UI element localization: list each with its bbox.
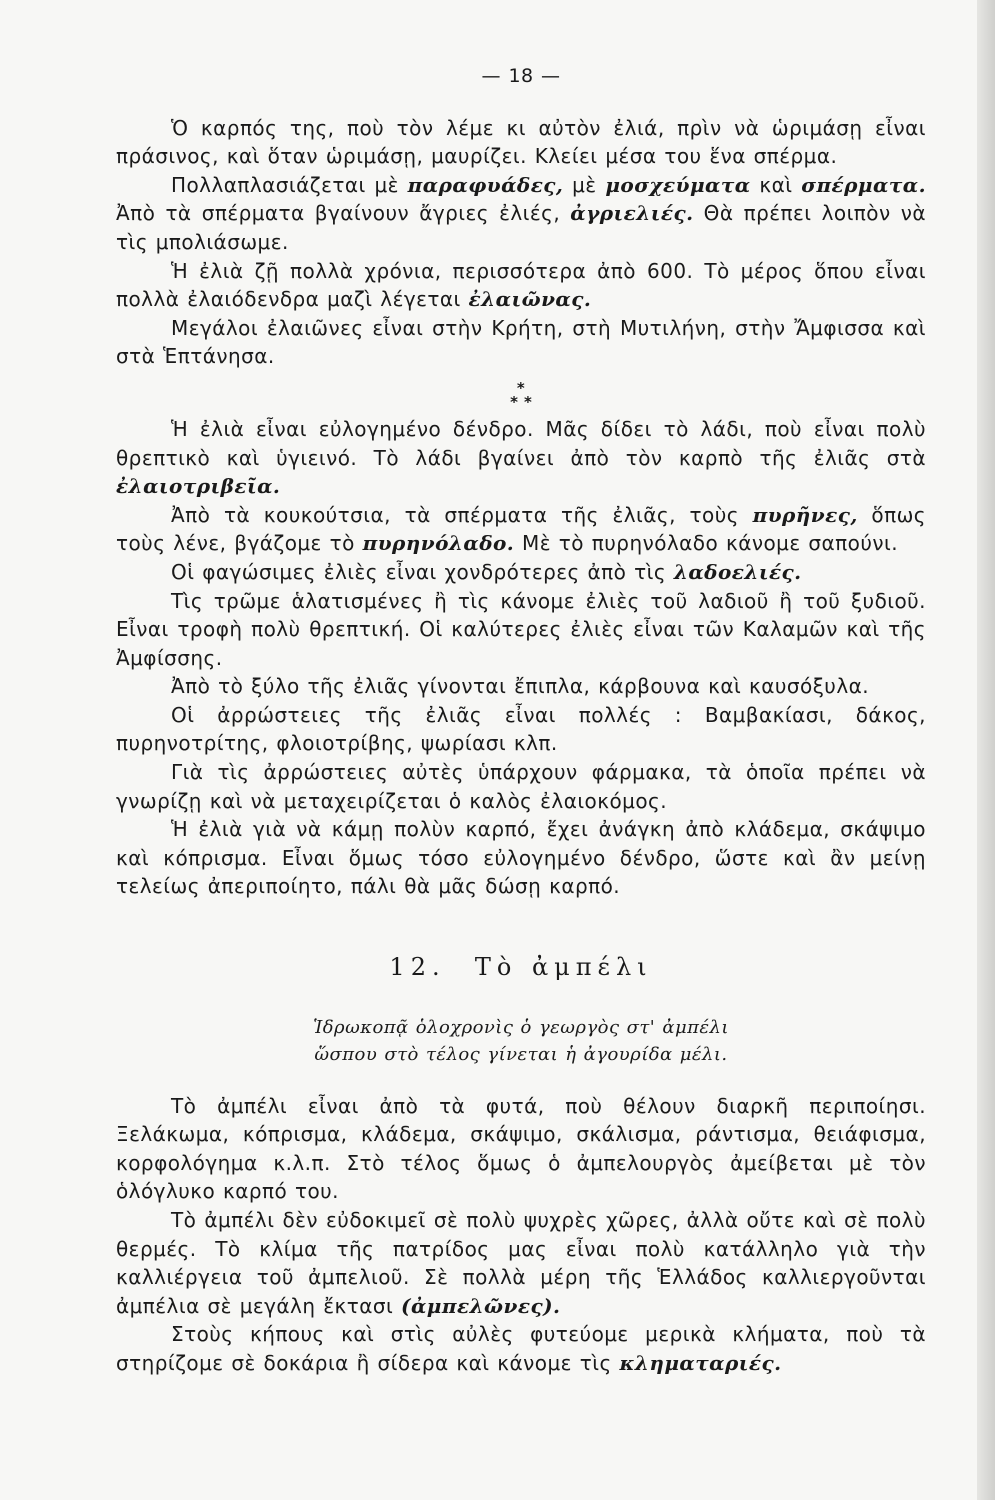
paragraph-care: Ἡ ἐλιὰ γιὰ νὰ κάμῃ πολὺν καρπό, ἔχει ἀνάγκη ἀπὸ κλάδεμα, σκάψιμο καὶ κόπρισμα. Εἶναι ὅμως τόσο εὐλογημένο δένδρο, ὥστε καὶ ἂν μείνῃ τελείως ἀπεριποίητο, πάλι θὰ μᾶς δώσῃ καρπό. [116,817,926,899]
keyword-ampelones: (ἀμπελῶνες). [401,1293,561,1318]
paragraph-eating: Τὶς τρῶμε ἁλατισμένες ἢ τὶς κάνομε ἐλιὲς τοῦ λαδιοῦ ἢ τοῦ ξυδιοῦ. Εἶναι τροφὴ πολὺ θρεπτική. Οἱ καλύτερες ἐλιὲς εἶναι τῶν Καλαμῶν καὶ τῆς Ἀμφίσσης. [116,588,926,670]
page-content [116,62,926,1378]
keyword-moscheumata: μοσχεύματα [605,172,751,197]
verse-line-1: Ἱδρωκοπᾷ ὁλοχρονὶς ὁ γεωργὸς στ' ἀμπέλι [313,1016,729,1038]
keyword-klimataries: κληματαριές. [619,1350,782,1375]
paragraph-olive-groves: Μεγάλοι ἐλαιῶνες εἶναι στὴν Κρήτη, στὴ Μυτιλήνη, στὴν Ἄμφισσα καὶ στὰ Ἑπτάνησα. [116,315,926,369]
paragraph-blessed-tree: Ἡ ἐλιὰ εἶναι εὐλογημένο δένδρο. Μᾶς δίδει τὸ λάδι, ποὺ εἶναι πολὺ θρεπτικὸ καὶ ὑγιεινό. Τὸ λάδι βγαίνει ἀπὸ τὸν καρπὸ τῆς ἐλιᾶς στὰ ἐλαιοτριβεῖα. [116,416,926,499]
paragraph-climate: Τὸ ἀμπέλι δὲν εὐδοκιμεῖ σὲ πολὺ ψυχρὲς χῶρες, ἀλλὰ οὔτε καὶ σὲ πολὺ θερμές. Τὸ κλίμα τῆς πατρίδος μας εἶναι πολὺ κατάλληλο γιὰ τὴν καλλιέργεια τοῦ ἀμπελιοῦ. Σὲ πολλὰ μέρη τῆς Ἑλλάδος καλλιεργοῦνται ἀμπέλια σὲ μεγάλη ἔκτασι (ἀμπελῶνες). [116,1208,926,1318]
epigraph-verse [116,1014,926,1068]
keyword-elaiotriveia: ἐλαιοτριβεῖα. [116,474,281,499]
paragraph-fruit: Ὁ καρπός της, ποὺ τὸν λέμε κι αὐτὸν ἐλιά, πρὶν νὰ ὡριμάσῃ εἶναι πράσινος, καὶ ὅταν ὡριμάσῃ, μαυρίζει. Κλείει μέσα του ἕνα σπέρμα. [116,115,926,169]
keyword-pyrenolado: πυρηνόλαδο. [362,531,515,556]
paragraph-table-olives: Οἱ φαγώσιμες ἐλιὲς εἶναι χονδρότερες ἀπὸ τὶς λαδοελιές. [171,559,802,584]
paragraph-vine-arbors: Στοὺς κήπους καὶ στὶς αὐλὲς φυτεύομε μερικὰ κλήματα, ποὺ τὰ στηρίζομε σὲ δοκάρια ἢ σίδερα καὶ κάνομε τὶς κληματαριές. [116,1322,926,1375]
chapter-number: 12. [389,953,446,982]
keyword-paraphyades: παραφυάδες, [407,172,564,197]
paragraph-wood: Ἀπὸ τὸ ξύλο τῆς ἐλιᾶς γίνονται ἔπιπλα, κάρβουνα καὶ καυσόξυλα. [171,674,870,699]
paragraph-remedies: Γιὰ τὶς ἀρρώστειες αὐτὲς ὑπάρχουν φάρμακα, τὰ ὁποῖα πρέπει νὰ γνωρίζῃ καὶ νὰ μεταχειρίζεται ὁ καλὸς ἐλαιοκόμος. [116,760,926,813]
chapter-heading [116,953,926,982]
vine-section [116,1092,926,1378]
paragraph-propagation: Πολλαπλασιάζεται μὲ παραφυάδες, μὲ μοσχεύματα καὶ σπέρματα. Ἀπὸ τὰ σπέρματα βγαίνουν ἄγριες ἐλιές, ἀγριελιές. Θὰ πρέπει λοιπὸν νὰ τὶς μπολιάσωμε. [116,172,927,254]
page-edge [977,0,995,1500]
verse-line-2: ὥσπου στὸ τέλος γίνεται ἡ ἀγουρίδα μέλι. [314,1043,728,1065]
page-number: — 18 — [481,65,561,87]
paragraph-diseases: Οἱ ἀρρώστειες τῆς ἐλιᾶς εἶναι πολλές : Βαμβακίασι, δάκος, πυρηνοτρίτης, φλοιοτρίβης, ψωρίασι κλπ. [116,702,926,756]
paragraph-kernels: Ἀπὸ τὰ κουκούτσια, τὰ σπέρματα τῆς ἐλιᾶς, τοὺς πυρῆνες, ὅπως τοὺς λένε, βγάζομε τὸ πυρηνόλαδο. Μὲ τὸ πυρηνόλαδο κάνομε σαπούνι. [116,502,926,556]
keyword-ladoelies: λαδοελιές. [673,559,802,584]
keyword-agrielies: ἀγριελιές. [570,201,694,226]
keyword-elaionas: ἐλαιῶνας. [468,287,592,312]
keyword-spermata: σπέρματα. [801,172,926,197]
keyword-pyrenes: πυρῆνες, [752,502,858,527]
paragraph-vine-care: Τὸ ἀμπέλι εἶναι ἀπὸ τὰ φυτά, ποὺ θέλουν διαρκῆ περιποίησι. Ξελάκωμα, κόπρισμα, κλάδεμα, σκάψιμο, σκάλισμα, ράντισμα, θειάφισμα, κορφολόγημα κ.λ.π. Στὸ τέλος ὅμως ὁ ἀμπελουργὸς ἀμείβεται μὲ τὸν ὁλόγλυκο καρπό του. [116,1093,926,1204]
section-separator: * ** [510,378,538,411]
paragraph-lifespan: Ἡ ἐλιὰ ζῇ πολλὰ χρόνια, περισσότερα ἀπὸ 600. Τὸ μέρος ὅπου εἶναι πολλὰ ἐλαιόδενδρα μαζὶ λέγεται ἐλαιῶνας. [116,258,926,312]
chapter-title: Τὸ ἀμπέλι [474,953,653,982]
